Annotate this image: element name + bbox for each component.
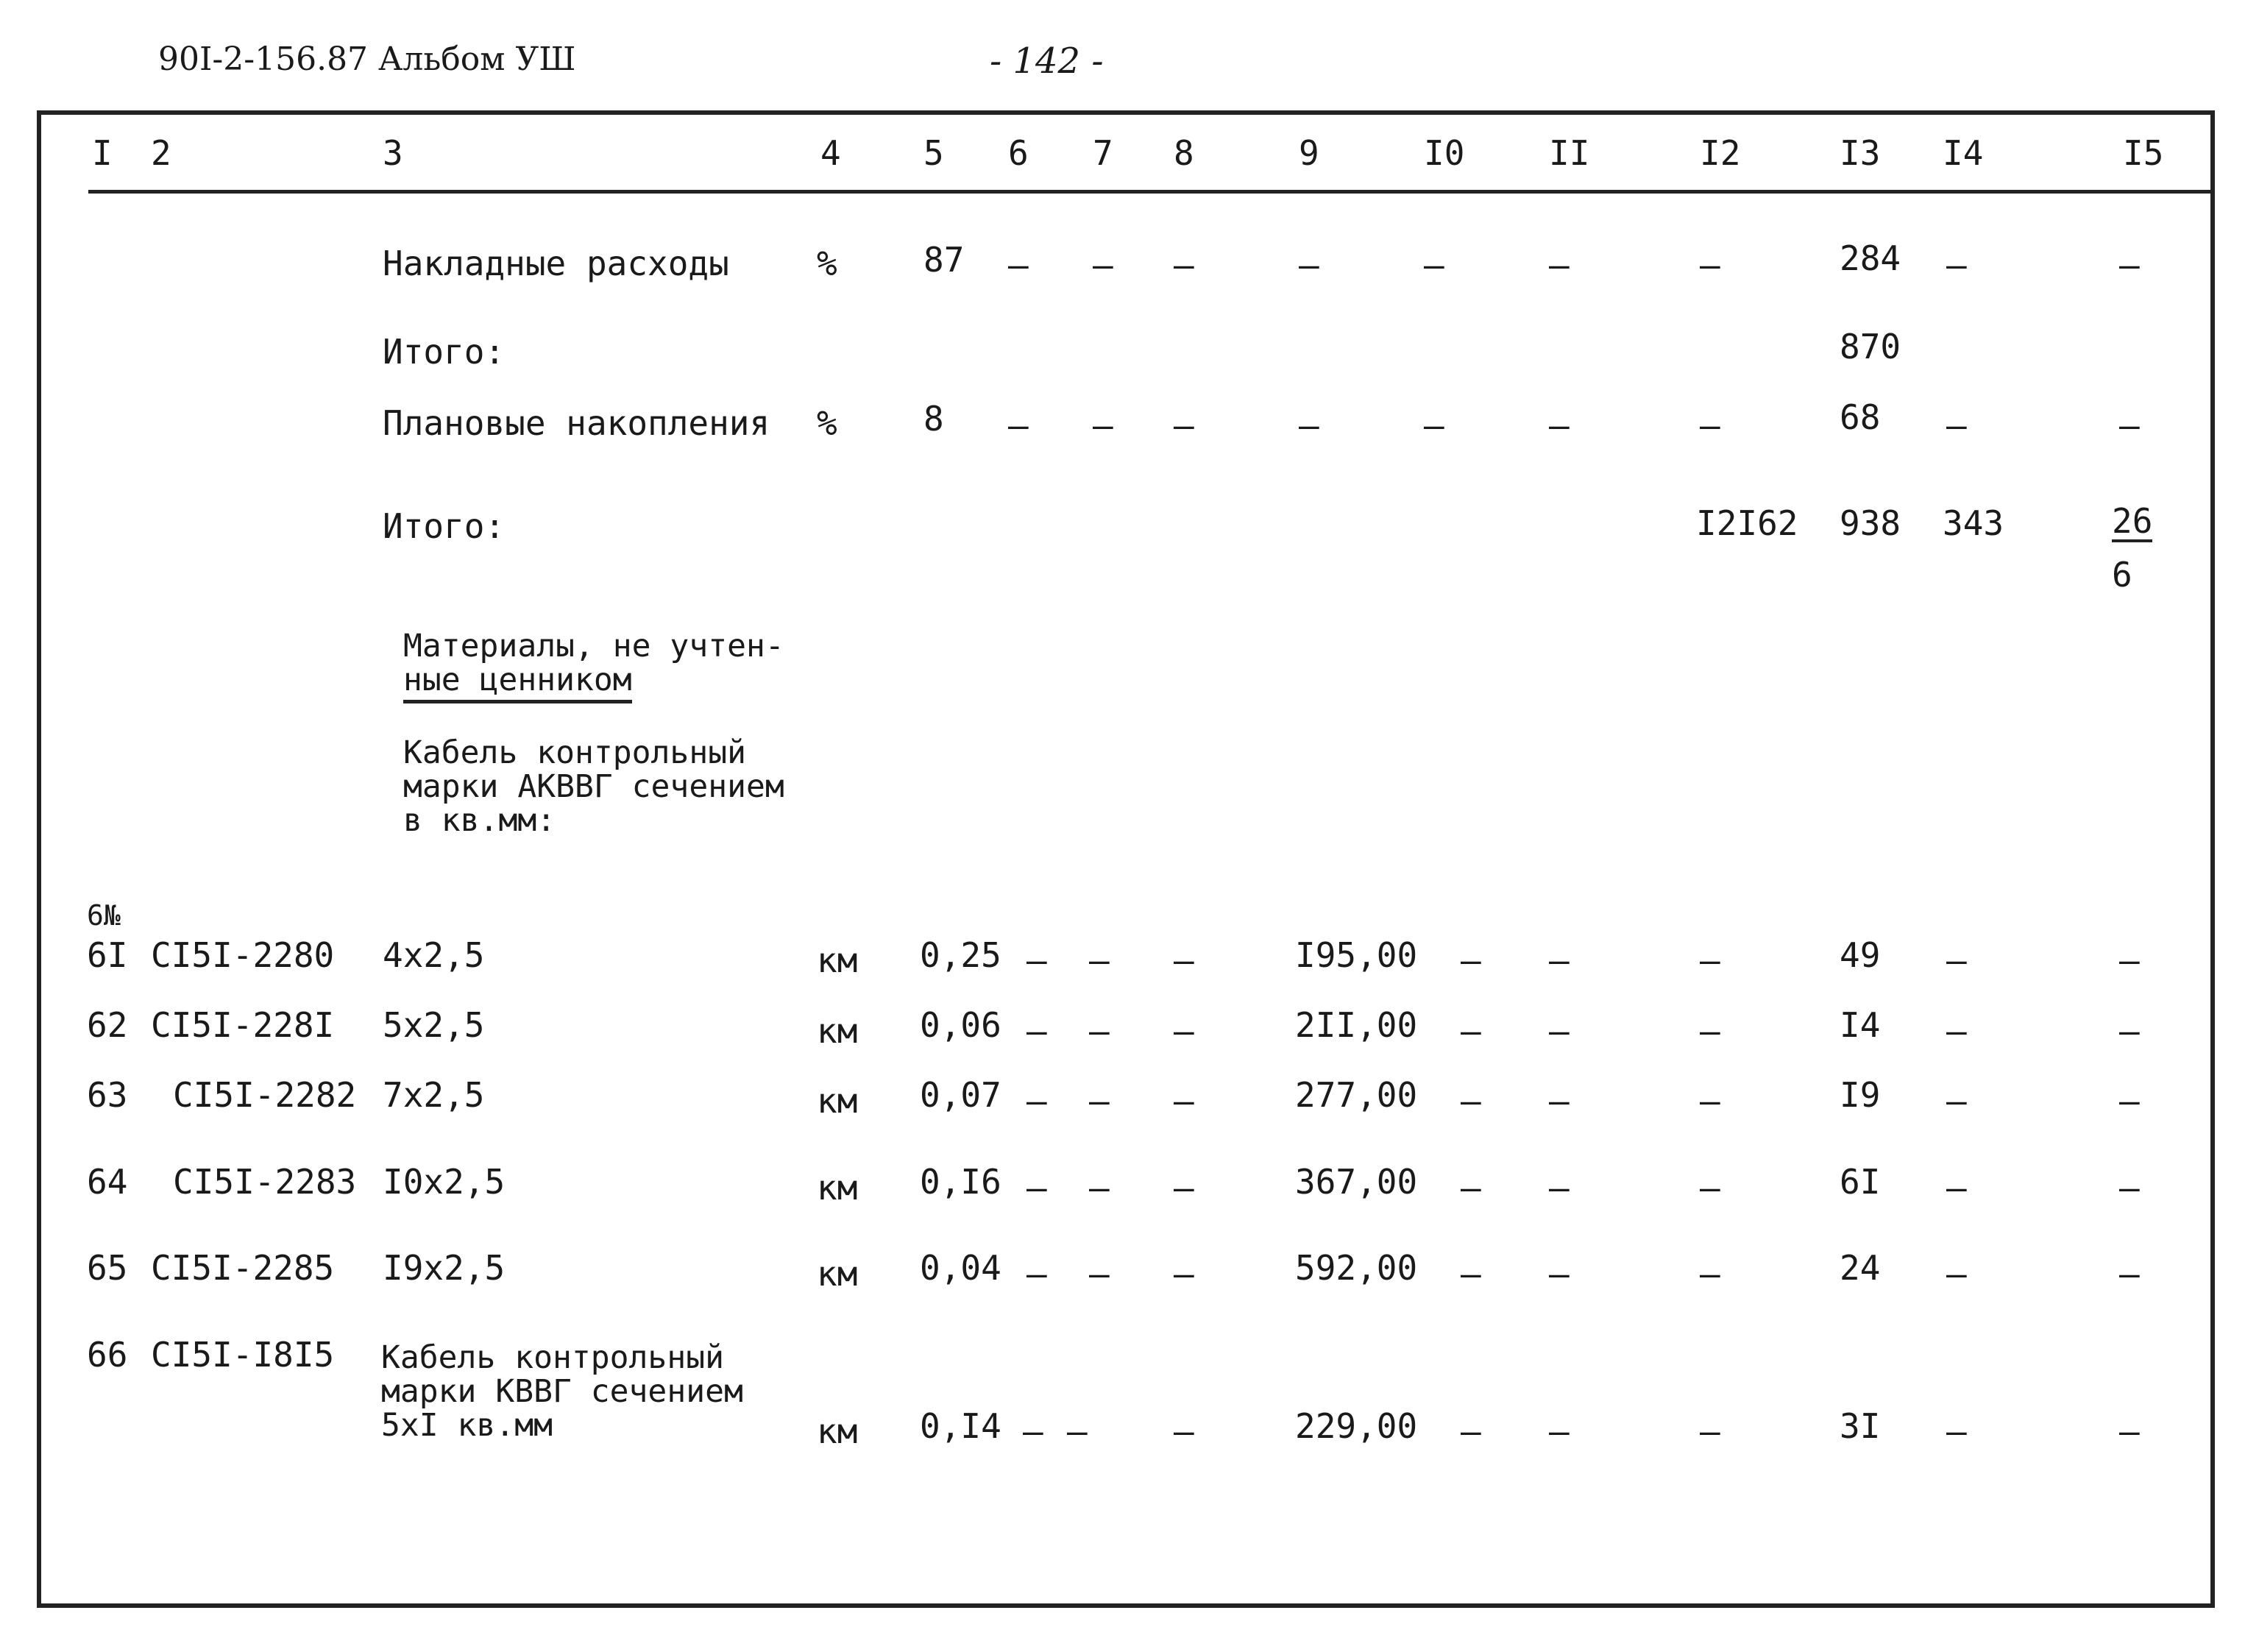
row-unit: % [817, 403, 837, 443]
dash: – [1700, 1411, 1720, 1451]
dash: – [1093, 245, 1113, 285]
item-price: 229,00 [1295, 1406, 1418, 1446]
item-code: CI5I-2285 [151, 1248, 335, 1288]
dash: – [2119, 940, 2140, 980]
cell-c5: 87 [923, 240, 965, 280]
dash: – [1700, 1081, 1720, 1121]
dash: – [1946, 1411, 1967, 1451]
dash: – [1461, 1168, 1481, 1208]
dash: – [1299, 245, 1319, 285]
item-name-line: 5хI кв.мм [381, 1407, 553, 1444]
dash: – [1549, 245, 1570, 285]
col-header: 6 [1008, 133, 1029, 173]
dash: – [1461, 1011, 1481, 1051]
dash: – [1026, 1254, 1047, 1294]
dash: – [1461, 940, 1481, 980]
section-title-line: Материалы, не учтен- [403, 628, 784, 664]
item-price: 592,00 [1295, 1248, 1418, 1288]
dash: – [1026, 1081, 1047, 1121]
col-header: I0 [1424, 133, 1465, 173]
item-name: I0х2,5 [383, 1162, 506, 1202]
item-unit: км [817, 1168, 858, 1208]
dash: – [1093, 405, 1113, 445]
dash: – [1549, 405, 1570, 445]
item-qty: 0,I4 [920, 1406, 1001, 1446]
col-header: 4 [820, 133, 841, 173]
header-rule [88, 190, 2211, 194]
cable-heading-line: в кв.мм: [403, 802, 556, 839]
col-header: I [92, 133, 113, 173]
dash: – [1549, 1168, 1570, 1208]
item-code: CI5I-I8I5 [151, 1335, 335, 1375]
dash: – [1174, 245, 1194, 285]
dash: – [2119, 1081, 2140, 1121]
item-total: 6I [1840, 1162, 1881, 1202]
cell-c5: 8 [923, 399, 944, 439]
fraction-denominator: 6 [2112, 555, 2132, 595]
dash: – [1067, 1411, 1088, 1451]
item-name-line: марки КВВГ сечением [381, 1373, 743, 1410]
dash: – [1008, 245, 1029, 285]
item-qty: 0,06 [920, 1005, 1001, 1045]
dash: – [1424, 405, 1444, 445]
dash: – [2119, 1411, 2140, 1451]
col-header: II [1549, 133, 1590, 173]
dash: – [1461, 1411, 1481, 1451]
item-number: 64 [87, 1162, 128, 1202]
row-name: Накладные расходы [383, 244, 729, 283]
section-title-line: ные ценником [403, 663, 632, 703]
row-name: Плановые накопления [383, 403, 770, 443]
item-price: 2II,00 [1295, 1005, 1418, 1045]
row-unit: % [817, 244, 837, 283]
item-code: CI5I-2280 [151, 935, 335, 975]
dash: – [2119, 245, 2140, 285]
item-code: CI5I-228I [151, 1005, 335, 1045]
item-unit: км [817, 1081, 858, 1121]
dash: – [1174, 940, 1194, 980]
dash: – [1089, 1168, 1110, 1208]
cell-c14: 343 [1943, 503, 2004, 543]
dash: – [2119, 1011, 2140, 1051]
dash: – [1700, 1011, 1720, 1051]
dash: – [1026, 940, 1047, 980]
item-name: I9х2,5 [383, 1248, 506, 1288]
cell-c13: 938 [1840, 503, 1901, 543]
item-qty: 0,07 [920, 1075, 1001, 1115]
item-name: 5х2,5 [383, 1005, 485, 1045]
item-number: 63 [87, 1075, 128, 1115]
dash: – [1946, 1168, 1967, 1208]
item-qty: 0,04 [920, 1248, 1001, 1288]
item-unit: км [817, 1011, 858, 1051]
item-number: 66 [87, 1335, 128, 1375]
dash: – [1549, 1254, 1570, 1294]
dash: – [1700, 1168, 1720, 1208]
item-code: CI5I-2283 [173, 1162, 357, 1202]
dash: – [1461, 1081, 1481, 1121]
dash: – [1089, 1254, 1110, 1294]
row-name: Итого: [383, 332, 506, 372]
item-number: 62 [87, 1005, 128, 1045]
dash: – [1946, 1081, 1967, 1121]
item-name: 7х2,5 [383, 1075, 485, 1115]
dash: – [1946, 1254, 1967, 1294]
col-header: 7 [1093, 133, 1113, 173]
item-price: 367,00 [1295, 1162, 1418, 1202]
dash: – [1700, 405, 1720, 445]
cell-c13: 284 [1840, 238, 1901, 278]
dash: – [2119, 405, 2140, 445]
item-code: CI5I-2282 [173, 1075, 357, 1115]
item-price: 277,00 [1295, 1075, 1418, 1115]
dash: – [1023, 1411, 1043, 1451]
col-header: I2 [1700, 133, 1741, 173]
col-header: 9 [1299, 133, 1319, 173]
item-unit: км [817, 940, 858, 980]
dash: – [1549, 1081, 1570, 1121]
fraction-numerator: 26 [2112, 501, 2153, 541]
dash: – [1946, 1011, 1967, 1051]
item-total: 24 [1840, 1248, 1881, 1288]
dash: – [2119, 1254, 2140, 1294]
col-header: 5 [923, 133, 944, 173]
dash: – [1946, 940, 1967, 980]
dash: – [1008, 405, 1029, 445]
item-total: I9 [1840, 1075, 1881, 1115]
cable-heading-line: марки АКВВГ сечением [403, 768, 784, 805]
dash: – [1174, 405, 1194, 445]
dash: – [1549, 1411, 1570, 1451]
dash: – [2119, 1168, 2140, 1208]
dash: – [1026, 1011, 1047, 1051]
item-total: 49 [1840, 935, 1881, 975]
cell-c13: 68 [1840, 397, 1881, 437]
dash: – [1700, 1254, 1720, 1294]
dash: – [1946, 245, 1967, 285]
dash: – [1174, 1254, 1194, 1294]
col-header: I5 [2123, 133, 2164, 173]
document-code: 90I-2-156.87 Альбом УШ [158, 40, 576, 78]
item-unit: км [817, 1254, 858, 1294]
dash: – [1089, 940, 1110, 980]
marginal-note: 6№ [87, 899, 121, 932]
dash: – [1174, 1411, 1194, 1451]
item-name: 4х2,5 [383, 935, 485, 975]
item-price: I95,00 [1295, 935, 1418, 975]
dash: – [1174, 1011, 1194, 1051]
item-number: 65 [87, 1248, 128, 1288]
col-header: 3 [383, 133, 403, 173]
cell-c13: 870 [1840, 327, 1901, 366]
dash: – [1461, 1254, 1481, 1294]
dash: – [1026, 1168, 1047, 1208]
item-name-line: Кабель контрольный [381, 1339, 724, 1376]
item-qty: 0,25 [920, 935, 1001, 975]
cell-c12: I2I62 [1696, 503, 1798, 543]
dash: – [1424, 245, 1444, 285]
item-qty: 0,I6 [920, 1162, 1001, 1202]
col-header: I4 [1943, 133, 1984, 173]
item-number: 6I [87, 935, 128, 975]
dash: – [1700, 245, 1720, 285]
dash: – [1174, 1168, 1194, 1208]
dash: – [1089, 1011, 1110, 1051]
item-total: I4 [1840, 1005, 1881, 1045]
item-total: 3I [1840, 1406, 1881, 1446]
item-unit: км [817, 1411, 858, 1451]
cable-heading-line: Кабель контрольный [403, 734, 746, 771]
row-name: Итого: [383, 506, 506, 546]
col-header: 2 [151, 133, 171, 173]
dash: – [1700, 940, 1720, 980]
dash: – [1549, 940, 1570, 980]
dash: – [1299, 405, 1319, 445]
col-header: 8 [1174, 133, 1194, 173]
col-header: I3 [1840, 133, 1881, 173]
dash: – [1089, 1081, 1110, 1121]
dash: – [1549, 1011, 1570, 1051]
dash: – [1946, 405, 1967, 445]
dash: – [1174, 1081, 1194, 1121]
page-number: - 142 - [990, 40, 1104, 82]
